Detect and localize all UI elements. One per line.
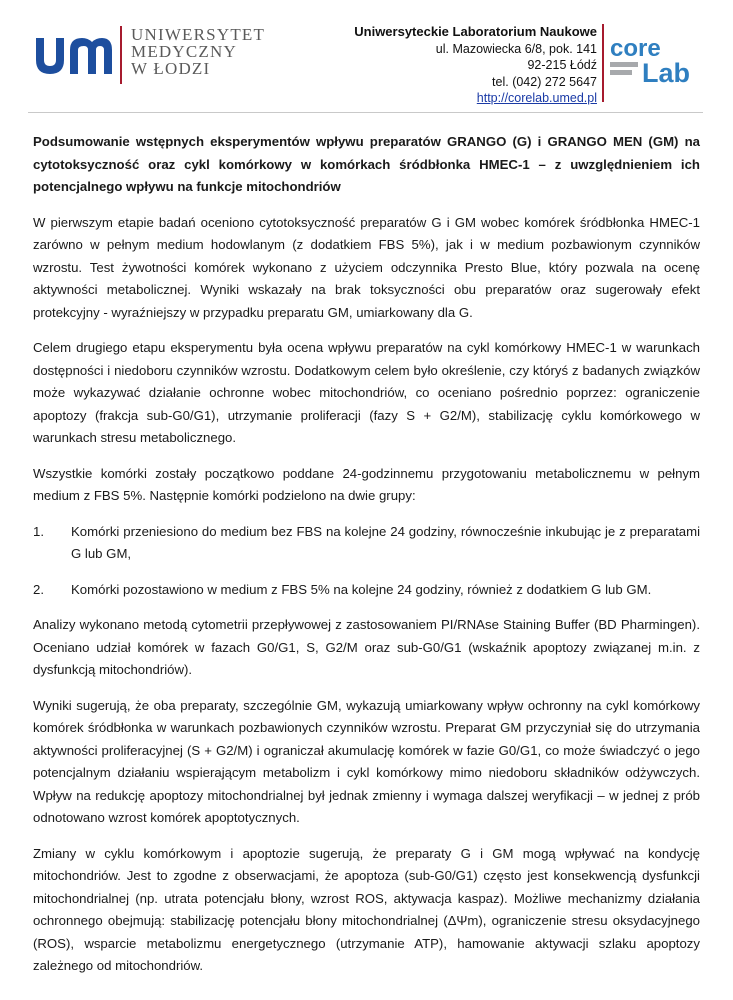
university-name-line: W ŁODZI: [131, 59, 211, 78]
corelab-logo-icon: [608, 34, 702, 86]
university-name: [131, 26, 265, 77]
lab-name: Uniwersyteckie Laboratorium Naukowe: [354, 24, 597, 39]
university-name-line: MEDYCZNY: [131, 42, 237, 61]
university-name-line: UNIWERSYTET: [131, 25, 266, 44]
list-item-text: Komórki pozostawiono w medium z FBS 5% na kolejne 24 godziny, również z dodatkiem G lub GM.: [71, 581, 652, 597]
paragraph: Wyniki sugerują, że oba preparaty, szczególnie GM, wykazują umiarkowany wpływ ochronny na cykl komórkowy komórek śródbłonka w warunkach pozbawionych czynników wzrostu. Preparat GM przyczyniał się do utrzymania aktywności proliferacyjnej (S + G2/M) i ograniczał akumulację komórek w fazie G0/G1, co może świadczyć o jego potencjalnym działaniu wspierającym metabolizm i cykl komórkowy mimo niedoboru składników odżywczych. Wpływ na redukcję apoptozy mitochondrialnej był jednak zmienny i wymaga dalszej weryfikacji – w jednej z prób odnotowano wzrost komórek apoptotycznych.: [33, 697, 700, 825]
list-item: [33, 579, 700, 602]
list-item: [33, 521, 700, 566]
letterhead: [0, 0, 733, 112]
lab-website-link[interactable]: http://corelab.umed.pl: [476, 91, 597, 105]
corelab-divider: [602, 24, 604, 102]
paragraph: W pierwszym etapie badań oceniono cytotoksyczność preparatów G i GM wobec komórek śródbłonka HMEC-1 zarówno w pełnym medium hodowlanym (z dodatkiem FBS 5%), jak i w medium pozbawionym czynników wzrostu. Test żywotności komórek wykonano z użyciem odczynnika Presto Blue, który pozwala na ocenę aktywności metabolicznej. Wyniki wskazały na brak toksyczności obu preparatów oraz sugerowały efekt protekcyjny - wyraźniejszy w przypadku preparatu GM, umiarkowany dla G.: [33, 214, 700, 320]
list-item-number: 1.: [33, 523, 44, 539]
list-item-number: 2.: [33, 581, 44, 597]
paragraph: Wszystkie komórki zostały początkowo poddane 24-godzinnemu przygotowaniu metabolicznemu w pełnym medium z FBS 5%. Następnie komórki podzielono na dwie grupy:: [33, 465, 700, 503]
lab-address: ul. Mazowiecka 6/8, pok. 141: [435, 41, 597, 56]
document-body: [33, 131, 700, 991]
lab-phone: tel. (042) 272 5647: [492, 74, 597, 89]
list-item-text: Komórki przeniesiono do medium bez FBS na kolejne 24 godziny, równocześnie inkubując je z preparatami G lub GM,: [71, 523, 700, 561]
university-logo-icon: [30, 30, 114, 78]
lab-contact-block: [354, 24, 597, 107]
document-title: Podsumowanie wstępnych eksperymentów wpływu preparatów GRANGO (G) i GRANGO MEN (GM) na cytotoksyczność oraz cykl komórkowy w komórkach śródbłonka HMEC-1 – z uwzględnieniem ich potencjalnego wpływu na funkcje mitochondriów: [33, 134, 700, 194]
corelab-logo-core: core: [610, 35, 661, 62]
paragraph: Celem drugiego etapu eksperymentu była ocena wpływu preparatów na cykl komórkowy HMEC-1 w warunkach dostępności i niedoboru czynników wzrostu. Dodatkowym celem było określenie, czy któryś z badanych związków może wykazywać działanie ochronne wobec mitochondriów, co oceniano pośrednio poprzez: ograniczenie apoptozy (frakcja sub-G0/G1), utrzymanie proliferacji (fazy S + G2/M), stabilizację cyklu komórkowego w warunkach stresu metabolicznego.: [33, 340, 700, 445]
header-rule: [28, 112, 703, 113]
university-divider: [120, 26, 122, 84]
paragraph: Zmiany w cyklu komórkowym i apoptozie sugerują, że preparaty G i GM mogą wpływać na kondycję mitochondriów. Jest to zgodne z obserwacjami, że apoptoza (sub-G0/G1) często jest konsekwencją dysfunkcji mitochondrialnej (np. utrata potencjału błony, wzrost ROS, aktywacja kaspaz). Możliwe mechanizmy działania ochronnego obejmują: stabilizację potencjału błony mitochondrialnej (ΔΨm), ograniczenie stresu oksydacyjnego (ROS), wsparcie metabolizmu energetycznego (utrzymanie ATP), hamowanie aktywacji szlaku apoptozy zależnego od mitochondriów.: [33, 845, 700, 973]
lab-postal: 92-215 Łódź: [527, 58, 597, 72]
paragraph: Analizy wykonano metodą cytometrii przepływowej z zastosowaniem PI/RNAse Staining Buffer (BD Pharmingen). Oceniano udział komórek w fazach G0/G1, S, G2/M oraz sub-G0/G1 (wskaźnik apoptozy związanej m.in. z dysfunkcją mitochondriów).: [33, 617, 700, 677]
corelab-logo-lab: Lab: [642, 58, 691, 86]
